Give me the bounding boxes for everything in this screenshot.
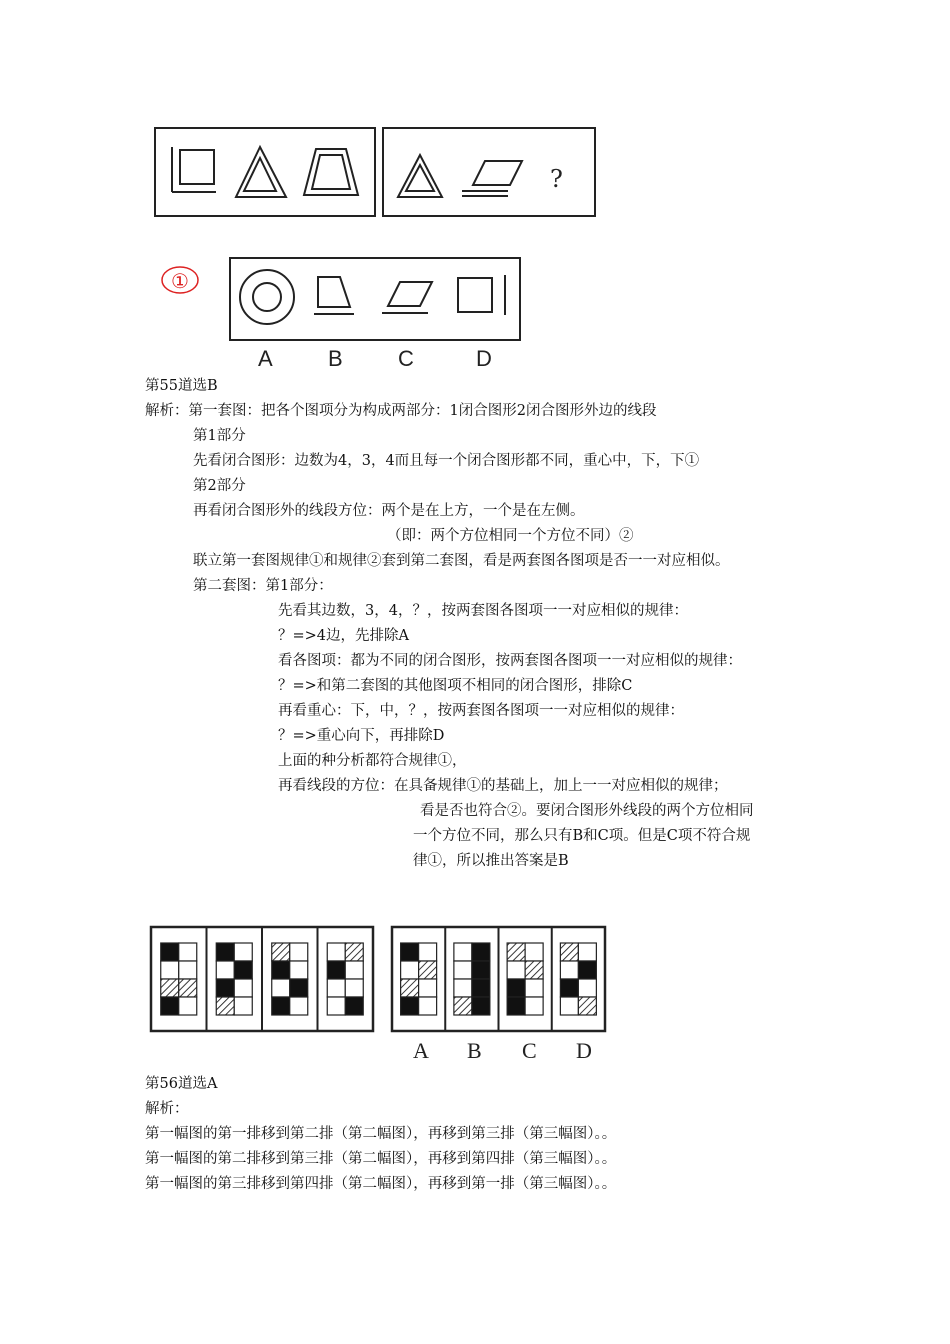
q56-cell bbox=[507, 997, 525, 1015]
q56-cell bbox=[578, 997, 596, 1015]
q56-cell bbox=[472, 961, 490, 979]
q56-cell bbox=[216, 943, 234, 961]
q56-cell bbox=[179, 961, 197, 979]
q56-cell bbox=[578, 943, 596, 961]
option-label-d: D bbox=[476, 346, 492, 371]
q56-cell bbox=[327, 979, 345, 997]
q56-cell bbox=[454, 961, 472, 979]
q56-cell bbox=[472, 943, 490, 961]
q56-cell bbox=[179, 979, 197, 997]
q56-cell bbox=[401, 961, 419, 979]
q56-cell bbox=[401, 997, 419, 1015]
q55-line: 看各图项：都为不同的闭合图形，按两套图各图项一一对应相似的规律： bbox=[278, 653, 742, 669]
q55-line: ？=>4边，先排除A bbox=[278, 628, 409, 644]
q56-grids bbox=[151, 927, 605, 1031]
q55-line: 上面的种分析都符合规律①， bbox=[278, 753, 467, 769]
q56-line: 第一幅图的第三排移到第四排（第二幅图），再移到第一排（第三幅图）。。 bbox=[145, 1176, 617, 1192]
q56-cell bbox=[560, 979, 578, 997]
q56-cell bbox=[290, 997, 308, 1015]
q56-cell bbox=[401, 979, 419, 997]
q55-line: 再看闭合图形外的线段方位：两个是在上方，一个是在左侧。 bbox=[193, 503, 585, 519]
q55-line: （即：两个方位相同一个方位不同）② bbox=[387, 528, 634, 544]
q55-line: 第2部分 bbox=[193, 478, 246, 494]
q55-line: 看是否也符合②。要闭合图形外线段的两个方位相同 bbox=[420, 803, 754, 819]
q56-cell bbox=[560, 997, 578, 1015]
q56-cell bbox=[234, 943, 252, 961]
q56-cell bbox=[234, 961, 252, 979]
q56-cell bbox=[454, 979, 472, 997]
q56-cell bbox=[234, 997, 252, 1015]
option-marker: ① bbox=[171, 269, 189, 293]
q56-cell bbox=[525, 961, 543, 979]
q56-line: 第一幅图的第二排移到第三排（第二幅图），再移到第四排（第三幅图）。。 bbox=[145, 1151, 617, 1167]
question-mark: ? bbox=[550, 165, 563, 193]
q56-cell bbox=[327, 943, 345, 961]
q56-cell bbox=[507, 943, 525, 961]
q56-cell bbox=[345, 943, 363, 961]
q56-cell bbox=[161, 961, 179, 979]
q55-line: ？=>重心向下，再排除D bbox=[278, 728, 445, 744]
q56-cell bbox=[525, 997, 543, 1015]
q56-cell bbox=[419, 997, 437, 1015]
q55-line: 第1部分 bbox=[193, 428, 246, 444]
q56-cell bbox=[272, 979, 290, 997]
option-label-b: B bbox=[328, 346, 343, 371]
q56-cell bbox=[345, 961, 363, 979]
q56-cell bbox=[216, 997, 234, 1015]
q56-cell bbox=[290, 943, 308, 961]
q56-cell bbox=[161, 979, 179, 997]
q56-cell bbox=[419, 979, 437, 997]
q55-line: ？=>和第二套图的其他图项不相同的闭合图形，排除C bbox=[278, 678, 633, 694]
q56-title: 第56道选A bbox=[145, 1076, 218, 1092]
q55-line: 联立第一套图规律①和规律②套到第二套图，看是两套图各图项是否一一对应相似。 bbox=[193, 553, 730, 569]
q56-cell bbox=[472, 979, 490, 997]
option-label-a: A bbox=[258, 346, 273, 371]
q56-cell bbox=[234, 979, 252, 997]
q55-line: 第二套图：第1部分： bbox=[193, 578, 333, 594]
q56-cell bbox=[327, 961, 345, 979]
q55-options-figure bbox=[150, 255, 550, 375]
q56-cell bbox=[560, 961, 578, 979]
q56-cell bbox=[578, 979, 596, 997]
q56-cell bbox=[216, 961, 234, 979]
q56-cell bbox=[290, 961, 308, 979]
q56-cell bbox=[507, 979, 525, 997]
q56-cell bbox=[454, 943, 472, 961]
q55-question-figure bbox=[150, 125, 610, 225]
q56-cell bbox=[345, 997, 363, 1015]
q56-cell bbox=[560, 943, 578, 961]
q56-cell bbox=[216, 979, 234, 997]
q55-line: 一个方位不同，那么只有B和C项。但是C项不符合规 bbox=[413, 828, 751, 844]
q55-line: 律①，所以推出答案是B bbox=[413, 853, 569, 869]
q56-cell bbox=[161, 997, 179, 1015]
q56-option-label-b: B bbox=[467, 1038, 482, 1063]
q56-cell bbox=[454, 997, 472, 1015]
q56-cell bbox=[327, 997, 345, 1015]
q55-line: 先看其边数，3，4，？，按两套图各图项一一对应相似的规律： bbox=[278, 603, 688, 619]
q56-cell bbox=[179, 943, 197, 961]
q55-title: 第55道选B bbox=[145, 378, 218, 394]
q56-option-label-d: D bbox=[576, 1038, 592, 1063]
q56-figure bbox=[145, 918, 615, 1068]
q55-line: 再看重心：下，中，？，按两套图各图项一一对应相似的规律： bbox=[278, 703, 684, 719]
q56-cell bbox=[578, 961, 596, 979]
q55-line: 再看线段的方位：在具备规律①的基础上，加上一一对应相似的规律； bbox=[278, 778, 728, 794]
q56-cell bbox=[525, 943, 543, 961]
q56-cell bbox=[419, 961, 437, 979]
q55-line: 解析：第一套图：把各个图项分为构成两部分：1闭合图形2闭合图形外边的线段 bbox=[145, 403, 657, 419]
q56-option-label-c: C bbox=[522, 1038, 537, 1063]
q55-line: 先看闭合图形：边数为4，3，4而且每一个闭合图形都不同，重心中，下，下① bbox=[193, 453, 700, 469]
q56-cell bbox=[290, 979, 308, 997]
q56-cell bbox=[525, 979, 543, 997]
q56-cell bbox=[345, 979, 363, 997]
q56-option-label-a: A bbox=[413, 1038, 429, 1063]
q56-cell bbox=[161, 943, 179, 961]
q56-cell bbox=[401, 943, 419, 961]
q56-cell bbox=[472, 997, 490, 1015]
option-label-c: C bbox=[398, 346, 414, 371]
q56-cell bbox=[419, 943, 437, 961]
q56-cell bbox=[507, 961, 525, 979]
q56-cell bbox=[272, 961, 290, 979]
q56-cell bbox=[272, 997, 290, 1015]
q56-line: 第一幅图的第一排移到第二排（第二幅图），再移到第三排（第三幅图）。。 bbox=[145, 1126, 617, 1142]
q56-line: 解析： bbox=[145, 1101, 189, 1117]
q56-cell bbox=[179, 997, 197, 1015]
q56-cell bbox=[272, 943, 290, 961]
